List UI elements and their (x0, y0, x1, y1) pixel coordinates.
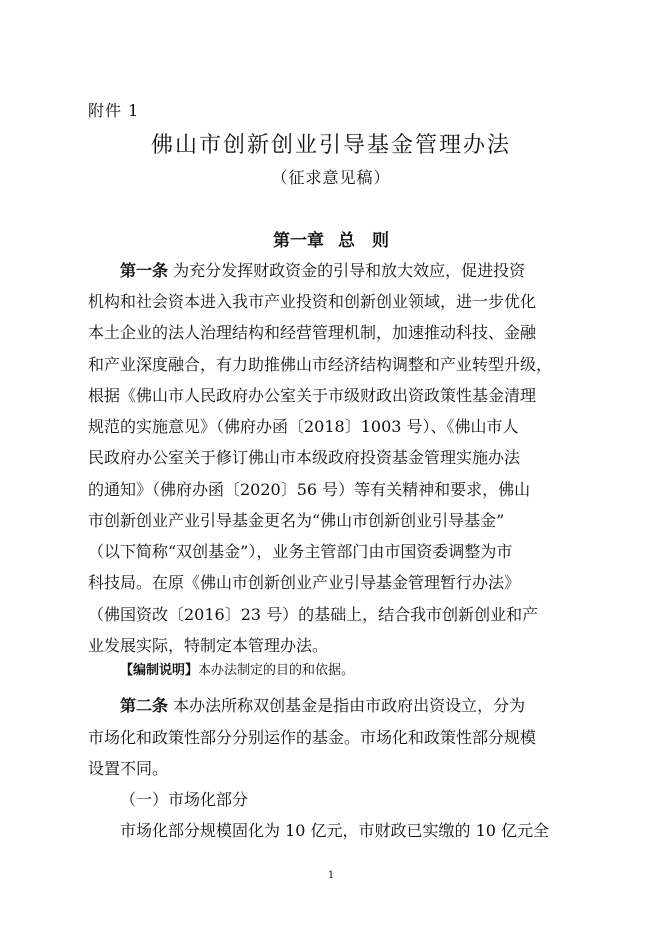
note-label: 【编制说明】 (120, 663, 199, 678)
article1-line: 第一条 为充分发挥财政资金的引导和放大效应，促进投资 (120, 261, 526, 280)
article1-line: 机构和社会资本进入我市产业投资和创新创业领域，进一步优化 (88, 292, 537, 311)
page-number: 1 (327, 870, 335, 881)
article1-line: 规范的实施意见》（佛府办函〔2018〕1003 号）、《佛山市人 (88, 417, 519, 436)
document-subtitle: （征求意见稿） (271, 168, 391, 187)
article2-label: 第二条 (120, 696, 169, 715)
article1-line: 根据《佛山市人民政府办公室关于市级财政出资政策性基金清理 (88, 386, 537, 405)
section-heading: （一）市场化部分 (120, 790, 249, 809)
article1-line: 本土企业的法人治理结构和经营管理机制，加速推动科技、金融 (88, 323, 537, 342)
article1-line: 民政府办公室关于修订佛山市本级政府投资基金管理实施办法 (88, 448, 521, 467)
article1-line: 和产业深度融合，有力助推佛山市经济结构调整和产业转型升级， (88, 355, 553, 374)
article2-line: 市场化和政策性部分分别运作的基金。市场化和政策性部分规模 (88, 728, 537, 747)
attachment-label: 附件 1 (88, 101, 140, 120)
article1-line: 的通知》（佛府办函〔2020〕56 号）等有关精神和要求，佛山 (88, 480, 531, 499)
article2-line: 第二条 本办法所称双创基金是指由市政府出资设立，分为 (120, 696, 526, 715)
article1-line: 市创新创业产业引导基金更名为“佛山市创新创业引导基金” (88, 511, 505, 530)
article1-line: （以下简称“双创基金”），业务主管部门由市国资委调整为市 (88, 542, 513, 561)
note-text: 本办法制定的目的和依据。 (198, 663, 355, 678)
document-title: 佛山市创新创业引导基金管理办法 (150, 133, 511, 158)
article2-line: 设置不同。 (88, 759, 169, 778)
editorial-note (120, 662, 354, 680)
chapter-heading (0, 226, 662, 251)
article1-line: （佛国资改〔2016〕23 号）的基础上，结合我市创新创业和产 (88, 605, 539, 624)
chapter-label: 第一章 (273, 231, 324, 251)
chapter-name: 总 则 (338, 231, 389, 251)
article1-line: 业发展实际，特制定本管理办法。 (88, 636, 329, 655)
article1-label: 第一条 (120, 261, 169, 280)
article1-line: 科技局。在原《佛山市创新创业产业引导基金管理暂行办法》 (88, 573, 521, 592)
body-line: 市场化部分规模固化为 10 亿元，市财政已实缴的 10 亿元全 (120, 821, 550, 840)
